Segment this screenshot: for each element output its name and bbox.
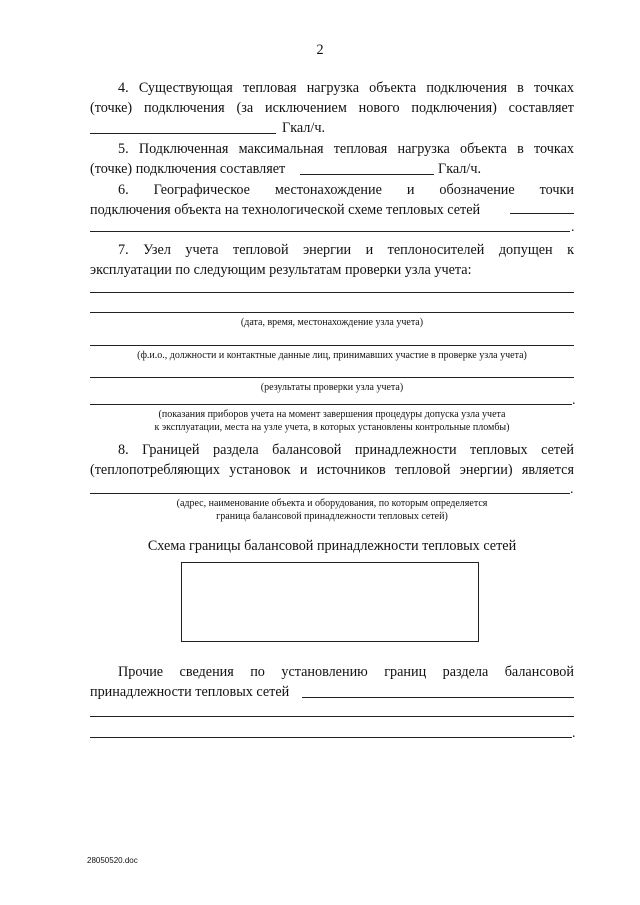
item8-line2: (теплопотребляющих установок и источников тепловой энергии) является [90,462,574,478]
item7-field-1[interactable] [90,292,574,293]
item6-end-dot: . [571,220,575,235]
item7-field-4[interactable] [90,377,574,378]
item8-end-dot: . [570,482,574,497]
item5-unit: Гкал/ч. [438,161,482,177]
item7-end-dot: . [572,393,576,408]
page-number: 2 [316,42,324,58]
item7-field-5[interactable] [90,404,572,405]
item6-value-field-2[interactable] [90,231,570,232]
item4-line1: 4. Существующая тепловая нагрузка объекта подключения в точках [118,80,574,96]
other-line2-prefix: принадлежности тепловых сетей [90,684,290,700]
item5-line2-prefix: (точке) подключения составляет [90,161,286,177]
item7-caption-readings-1: (показания приборов учета на момент завершения процедуры допуска узла учета [158,409,506,420]
item6-line1: 6. Географическое местонахождение и обозначение точки [118,182,574,198]
item7-line2: эксплуатации по следующим результатам проверки узла учета: [90,262,472,278]
other-field-3[interactable] [90,737,572,738]
item5-line1: 5. Подключенная максимальная тепловая нагрузка объекта в точках [118,141,574,157]
other-line1: Прочие сведения по установлению границ раздела балансовой [118,664,574,680]
item6-line2: подключения объекта на технологической схеме тепловых сетей [90,202,481,218]
item4-line2: (точке) подключения (за исключением нового подключения) составляет [90,100,574,116]
item6-value-field-1[interactable] [510,213,574,214]
item7-caption-date: (дата, время, местонахождение узла учета) [240,317,424,328]
item7-line1: 7. Узел учета тепловой энергии и теплоносителей допущен к [118,242,574,258]
item7-caption-persons: (ф.и.о., должности и контактные данные лиц, принимавших участие в проверке узла учета) [137,350,527,361]
item7-caption-readings-2: к эксплуатации, места на узле учета, в которых установлены контрольные пломбы) [154,422,510,433]
item8-field[interactable] [90,493,570,494]
item5-value-field[interactable] [300,174,434,175]
item8-line1: 8. Границей раздела балансовой принадлежности тепловых сетей [118,442,574,458]
item8-caption-2: граница балансовой принадлежности тепловых сетей) [216,511,448,522]
scheme-title: Схема границы балансовой принадлежности тепловых сетей [147,538,517,554]
item4-value-field[interactable] [90,133,276,134]
other-field-2[interactable] [90,716,574,717]
item7-field-3[interactable] [90,345,574,346]
other-end-dot: . [572,726,576,741]
item4-unit: Гкал/ч. [282,120,326,136]
item8-caption-1: (адрес, наименование объекта и оборудования, по которым определяется [176,498,488,509]
other-field-1[interactable] [302,697,574,698]
footer-filename: 28050520.doc [87,856,138,865]
scheme-box[interactable] [181,562,479,642]
item7-field-2[interactable] [90,312,574,313]
item7-caption-results: (результаты проверки узла учета) [260,382,404,393]
